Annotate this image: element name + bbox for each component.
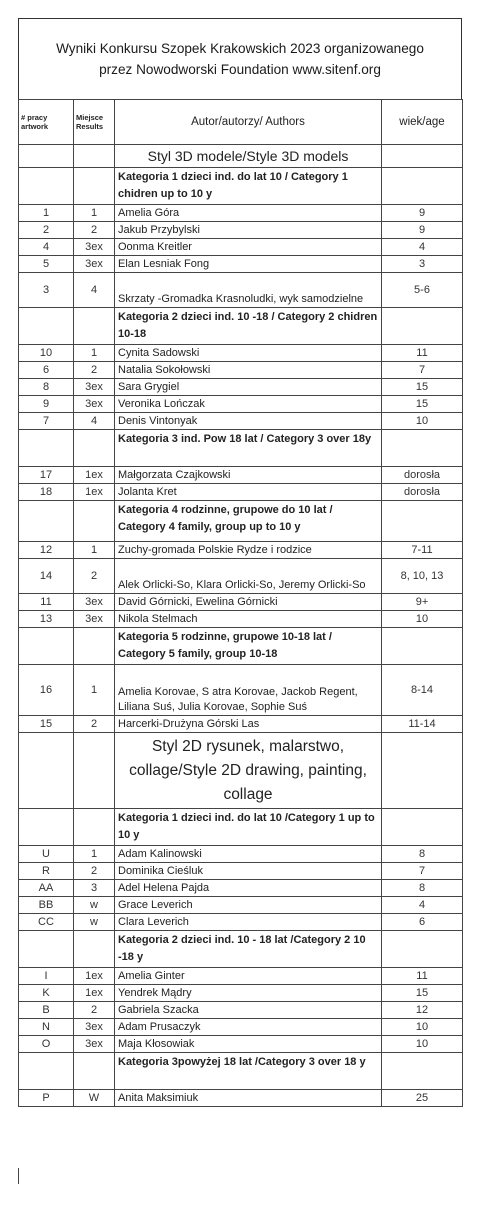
category-empty-cell: [382, 501, 463, 542]
category-empty-cell: [382, 308, 463, 345]
category-empty-cell: [19, 430, 74, 467]
author-age: 7: [382, 362, 463, 379]
table-row: [19, 611, 463, 628]
result-place: 1: [74, 542, 115, 559]
author-age: 10: [382, 413, 463, 430]
result-place: 2: [74, 716, 115, 733]
category-empty-cell: [382, 628, 463, 665]
result-place: 3ex: [74, 611, 115, 628]
author-name: David Górnicki, Ewelina Górnicki: [115, 594, 382, 611]
category-empty-cell: [19, 501, 74, 542]
author-name: Amelia Korovae, S atra Korovae, Jackob Regent, Liliana Suś, Julia Korovae, Sophie Suś: [115, 665, 382, 716]
author-name: Nikola Stelmach: [115, 611, 382, 628]
author-age: dorosła: [382, 484, 463, 501]
author-age: 8: [382, 846, 463, 863]
author-name: Oonma Kreitler: [115, 239, 382, 256]
author-name: Zuchy-gromada Polskie Rydze i rodzice: [115, 542, 382, 559]
author-age: 15: [382, 379, 463, 396]
category-empty-cell: [382, 931, 463, 968]
table-row: [19, 716, 463, 733]
author-name: Natalia Sokołowski: [115, 362, 382, 379]
header-artwork: [19, 100, 74, 145]
result-place: 3ex: [74, 594, 115, 611]
table-row: [19, 467, 463, 484]
style-heading: Styl 3D modele/Style 3D models: [115, 145, 382, 168]
category-empty-cell: [19, 628, 74, 665]
category-row: [19, 628, 463, 665]
artwork-number: B: [19, 1002, 74, 1019]
table-row: [19, 594, 463, 611]
author-age: 5-6: [382, 273, 463, 308]
author-name: Maja Kłosowiak: [115, 1036, 382, 1053]
author-name: Małgorzata Czajkowski: [115, 467, 382, 484]
artwork-number: O: [19, 1036, 74, 1053]
author-name: Harcerki-Drużyna Górski Las: [115, 716, 382, 733]
header-result: [74, 100, 115, 145]
category-heading: Kategoria 1 dzieci ind. do lat 10 /Category 1 up to 10 y: [115, 809, 382, 846]
artwork-number: I: [19, 968, 74, 985]
author-name: Amelia Ginter: [115, 968, 382, 985]
category-heading: Kategoria 2 dzieci ind. 10 -18 / Category 2 chidren 10-18: [115, 308, 382, 345]
result-place: W: [74, 1090, 115, 1107]
author-name: Sara Grygiel: [115, 379, 382, 396]
author-age: 25: [382, 1090, 463, 1107]
artwork-number: 11: [19, 594, 74, 611]
author-name: Elan Lesniak Fong: [115, 256, 382, 273]
artwork-number: 6: [19, 362, 74, 379]
category-empty-cell: [382, 1053, 463, 1090]
category-heading: Kategoria 4 rodzinne, grupowe do 10 lat / Category 4 family, group up to 10 y: [115, 501, 382, 542]
result-place: 1: [74, 205, 115, 222]
author-age: 4: [382, 897, 463, 914]
author-name: Grace Leverich: [115, 897, 382, 914]
table-row: [19, 362, 463, 379]
artwork-number: 13: [19, 611, 74, 628]
header-author: Autor/autorzy/ Authors: [115, 100, 382, 145]
result-place: 4: [74, 273, 115, 308]
table-row: [19, 880, 463, 897]
author-age: 6: [382, 914, 463, 931]
results-sheet: [18, 18, 462, 1107]
artwork-number: U: [19, 846, 74, 863]
result-place: 1ex: [74, 968, 115, 985]
table-row: [19, 985, 463, 1002]
author-name: Adam Prusaczyk: [115, 1019, 382, 1036]
header-age: wiek/age: [382, 100, 463, 145]
artwork-number: 10: [19, 345, 74, 362]
header-result-line2: Results: [76, 122, 104, 131]
result-place: 2: [74, 1002, 115, 1019]
author-name: Amelia Góra: [115, 205, 382, 222]
artwork-number: AA: [19, 880, 74, 897]
artwork-number: 9: [19, 396, 74, 413]
style-heading: Styl 2D rysunek, malarstwo, collage/Style 2D drawing, painting, collage: [115, 733, 382, 809]
author-name: Alek Orlicki-So, Klara Orlicki-So, Jeremy Orlicki-So: [115, 559, 382, 594]
table-row: [19, 345, 463, 362]
table-row: [19, 1002, 463, 1019]
artwork-number: 3: [19, 273, 74, 308]
category-heading: Kategoria 1 dzieci ind. do lat 10 / Category 1 chidren up to 10 y: [115, 168, 382, 205]
table-row: [19, 665, 463, 716]
result-place: 2: [74, 222, 115, 239]
author-age: 11: [382, 968, 463, 985]
artwork-number: 12: [19, 542, 74, 559]
author-name: Yendrek Mądry: [115, 985, 382, 1002]
category-empty-cell: [19, 1053, 74, 1090]
table-row: [19, 413, 463, 430]
page-title: [56, 38, 424, 80]
artwork-number: 4: [19, 239, 74, 256]
result-place: 1ex: [74, 985, 115, 1002]
artwork-number: 16: [19, 665, 74, 716]
style-section-row: [19, 145, 463, 168]
style-empty-cell: [74, 733, 115, 809]
artwork-number: 5: [19, 256, 74, 273]
author-name: Jolanta Kret: [115, 484, 382, 501]
header-row: [19, 100, 463, 145]
category-heading: Kategoria 3powyżej 18 lat /Category 3 over 18 y: [115, 1053, 382, 1090]
author-name: Jakub Przybylski: [115, 222, 382, 239]
table-row: [19, 846, 463, 863]
header-artwork-line1: # pracy: [21, 113, 48, 122]
table-row: [19, 396, 463, 413]
author-age: 10: [382, 1036, 463, 1053]
artwork-number: 1: [19, 205, 74, 222]
artwork-number: BB: [19, 897, 74, 914]
table-row: [19, 484, 463, 501]
author-name: Denis Vintonyak: [115, 413, 382, 430]
author-name: Cynita Sadowski: [115, 345, 382, 362]
artwork-number: 17: [19, 467, 74, 484]
result-place: w: [74, 914, 115, 931]
table-row: [19, 205, 463, 222]
author-name: Adam Kalinowski: [115, 846, 382, 863]
result-place: 3ex: [74, 239, 115, 256]
author-age: 11-14: [382, 716, 463, 733]
category-row: [19, 168, 463, 205]
artwork-number: 15: [19, 716, 74, 733]
category-empty-cell: [382, 809, 463, 846]
category-row: [19, 501, 463, 542]
artwork-number: CC: [19, 914, 74, 931]
result-place: 3ex: [74, 396, 115, 413]
title-line-1: Wyniki Konkursu Szopek Krakowskich 2023 organizowanego: [56, 41, 424, 56]
category-empty-cell: [382, 168, 463, 205]
results-table: [18, 99, 463, 1107]
table-row: [19, 256, 463, 273]
author-age: dorosła: [382, 467, 463, 484]
author-age: 7-11: [382, 542, 463, 559]
table-tail-line: [18, 1168, 20, 1184]
author-age: 3: [382, 256, 463, 273]
category-empty-cell: [19, 809, 74, 846]
table-row: [19, 239, 463, 256]
style-empty-cell: [19, 733, 74, 809]
style-empty-cell: [382, 733, 463, 809]
style-empty-cell: [19, 145, 74, 168]
author-age: 8-14: [382, 665, 463, 716]
title-box: [18, 18, 462, 99]
artwork-number: 2: [19, 222, 74, 239]
category-heading: Kategoria 3 ind. Pow 18 lat / Category 3 over 18y: [115, 430, 382, 467]
author-age: 7: [382, 863, 463, 880]
category-row: [19, 931, 463, 968]
category-row: [19, 430, 463, 467]
table-row: [19, 1090, 463, 1107]
author-age: 15: [382, 396, 463, 413]
result-place: 3: [74, 880, 115, 897]
header-artwork-line2: artwork: [21, 122, 49, 131]
table-row: [19, 273, 463, 308]
category-empty-cell: [74, 308, 115, 345]
category-row: [19, 308, 463, 345]
table-row: [19, 222, 463, 239]
header-result-line1: Miejsce: [76, 113, 104, 122]
result-place: w: [74, 897, 115, 914]
category-heading: Kategoria 2 dzieci ind. 10 - 18 lat /Category 2 10 -18 y: [115, 931, 382, 968]
category-empty-cell: [19, 168, 74, 205]
category-empty-cell: [74, 430, 115, 467]
category-empty-cell: [74, 809, 115, 846]
table-row: [19, 968, 463, 985]
category-empty-cell: [19, 308, 74, 345]
author-name: Veronika Lończak: [115, 396, 382, 413]
author-age: 10: [382, 611, 463, 628]
style-empty-cell: [74, 145, 115, 168]
artwork-number: K: [19, 985, 74, 1002]
title-line-2: przez Nowodworski Foundation www.sitenf.org: [99, 62, 381, 77]
result-place: 3ex: [74, 256, 115, 273]
result-place: 3ex: [74, 1036, 115, 1053]
author-name: Adel Helena Pajda: [115, 880, 382, 897]
artwork-number: 18: [19, 484, 74, 501]
category-empty-cell: [74, 1053, 115, 1090]
table-row: [19, 379, 463, 396]
category-row: [19, 1053, 463, 1090]
result-place: 3ex: [74, 1019, 115, 1036]
author-name: Skrzaty -Gromadka Krasnoludki, wyk samodzielne: [115, 273, 382, 308]
author-age: 9: [382, 205, 463, 222]
table-row: [19, 1036, 463, 1053]
author-name: Anita Maksimiuk: [115, 1090, 382, 1107]
category-row: [19, 809, 463, 846]
category-empty-cell: [74, 168, 115, 205]
artwork-number: N: [19, 1019, 74, 1036]
category-empty-cell: [19, 931, 74, 968]
category-empty-cell: [74, 931, 115, 968]
artwork-number: 7: [19, 413, 74, 430]
author-name: Dominika Cieśluk: [115, 863, 382, 880]
author-age: 4: [382, 239, 463, 256]
artwork-number: 14: [19, 559, 74, 594]
author-age: 10: [382, 1019, 463, 1036]
category-empty-cell: [382, 430, 463, 467]
author-age: 12: [382, 1002, 463, 1019]
artwork-number: P: [19, 1090, 74, 1107]
table-row: [19, 559, 463, 594]
style-empty-cell: [382, 145, 463, 168]
table-row: [19, 542, 463, 559]
result-place: 1ex: [74, 467, 115, 484]
author-age: 8: [382, 880, 463, 897]
table-row: [19, 914, 463, 931]
artwork-number: R: [19, 863, 74, 880]
result-place: 2: [74, 863, 115, 880]
table-row: [19, 897, 463, 914]
result-place: 4: [74, 413, 115, 430]
artwork-number: 8: [19, 379, 74, 396]
result-place: 1: [74, 846, 115, 863]
author-age: 9+: [382, 594, 463, 611]
category-heading: Kategoria 5 rodzinne, grupowe 10-18 lat / Category 5 family, group 10-18: [115, 628, 382, 665]
author-age: 9: [382, 222, 463, 239]
result-place: 1: [74, 345, 115, 362]
category-empty-cell: [74, 628, 115, 665]
author-age: 11: [382, 345, 463, 362]
table-row: [19, 1019, 463, 1036]
result-place: 3ex: [74, 379, 115, 396]
result-place: 2: [74, 559, 115, 594]
result-place: 2: [74, 362, 115, 379]
result-place: 1: [74, 665, 115, 716]
author-name: Clara Leverich: [115, 914, 382, 931]
author-name: Gabriela Szacka: [115, 1002, 382, 1019]
category-empty-cell: [74, 501, 115, 542]
author-age: 15: [382, 985, 463, 1002]
result-place: 1ex: [74, 484, 115, 501]
author-age: 8, 10, 13: [382, 559, 463, 594]
table-row: [19, 863, 463, 880]
style-section-row: [19, 733, 463, 809]
